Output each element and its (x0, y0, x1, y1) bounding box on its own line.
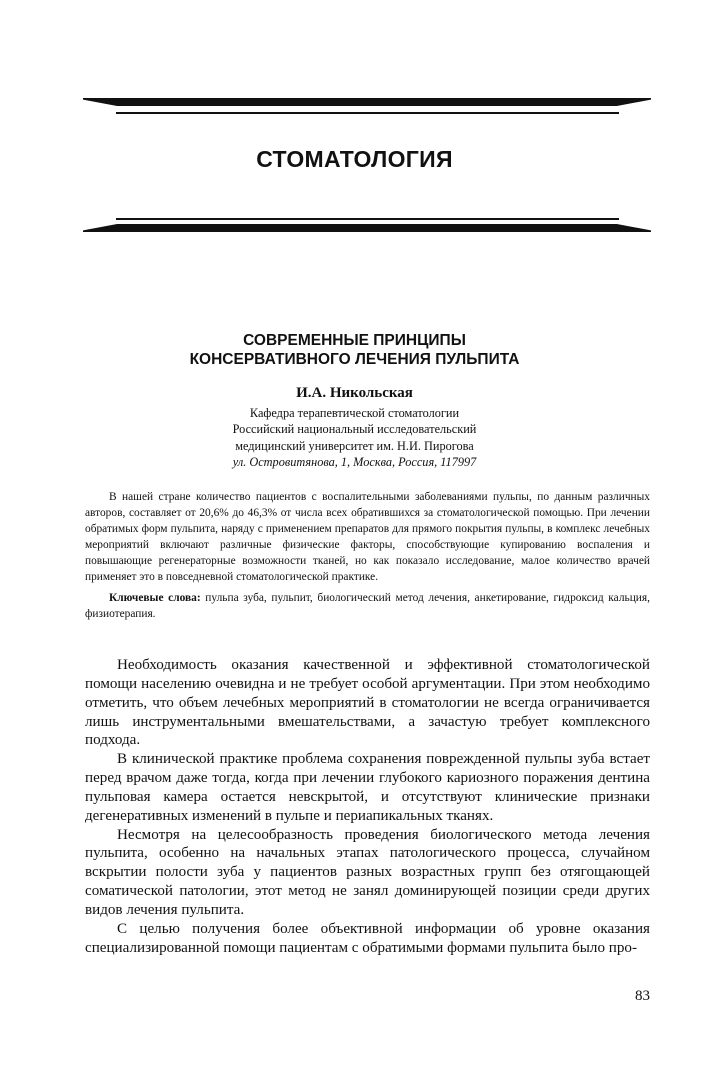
affiliation-line-3: медицинский университет им. Н.И. Пирогова (235, 438, 474, 453)
affiliation-line-2: Российский национальный исследовательский (232, 422, 477, 437)
article-title-line-1: СОВРЕМЕННЫЕ ПРИНЦИПЫ (243, 332, 466, 349)
article-title-line-2: КОНСЕРВАТИВНОГО ЛЕЧЕНИЯ ПУЛЬПИТА (189, 351, 520, 368)
page-number: 83 (635, 988, 650, 1004)
keywords (85, 590, 650, 622)
article-body (85, 656, 650, 958)
abstract-text: В нашей стране количество пациентов с воспалительными заболеваниями пульпы, по данным различных авторов, составляет от 20,6% до 46,3% от числа всех обратившихся за стоматологической помощью. При лечении обратимых форм пульпита, наряду с применением препаратов для прямого покрытия пульпы, в комплекс лечебных мероприятий включают различные физические факторы, способствующие купированию воспаления и повышающие регенераторные возможности тканей, но как показало исследование, малое количество врачей применяет это в повседневной стоматологической практике. (85, 491, 650, 583)
header-rule-thick-top (83, 98, 651, 106)
article-title (0, 331, 709, 369)
author-affiliation (0, 405, 709, 470)
body-paragraph: С целью получения более объективной информации об уровне оказания специализированной помощи пациентам с обратимыми формами пульпита было про- (85, 920, 650, 956)
keywords-label: Ключевые слова: (109, 592, 201, 604)
keywords-list: пульпа зуба, пульпит, биологический метод лечения, анкетирование, гидроксид кальция, физиотерапия. (85, 592, 650, 620)
body-paragraph: Необходимость оказания качественной и эффективной стоматологической помощи населению очевидна и не требует особой аргументации. При этом необходимо отметить, что объем лечебных мероприятий в стоматологии не всегда ограничивается лишь инструментальными вмешательствами, а зачастую требует комплексного подхода. (85, 657, 650, 749)
affiliation-line-1: Кафедра терапевтической стоматологии (249, 406, 460, 420)
affiliation-address: ул. Островитянова, 1, Москва, Россия, 117997 (232, 454, 477, 469)
section-title: СТОМАТОЛОГИЯ (256, 146, 453, 172)
header-rule-thin-top (116, 112, 619, 114)
header-rule-thin-bottom (116, 218, 619, 220)
body-paragraph: Несмотря на целесообразность проведения биологического метода лечения пульпита, особенно на начальных этапах патологического процесса, случайном вскрытии полости зуба у пациентов разных возрастных групп без отягощающей соматической патологии, этот метод не занял доминирующей позиции среди других видов лечения пульпита. (85, 826, 650, 918)
body-paragraph: В клинической практике проблема сохранения поврежденной пульпы зуба встает перед врачом даже тогда, когда при лечении глубокого кариозного поражения дентина пульповая камера остается невскрытой, и отсутствуют клинические признаки дегенеративных изменений в пульпе и периапикальных тканях. (85, 751, 650, 824)
abstract (85, 489, 650, 622)
header-rule-thick-bottom (83, 224, 651, 232)
author-name: И.А. Никольская (296, 385, 413, 401)
